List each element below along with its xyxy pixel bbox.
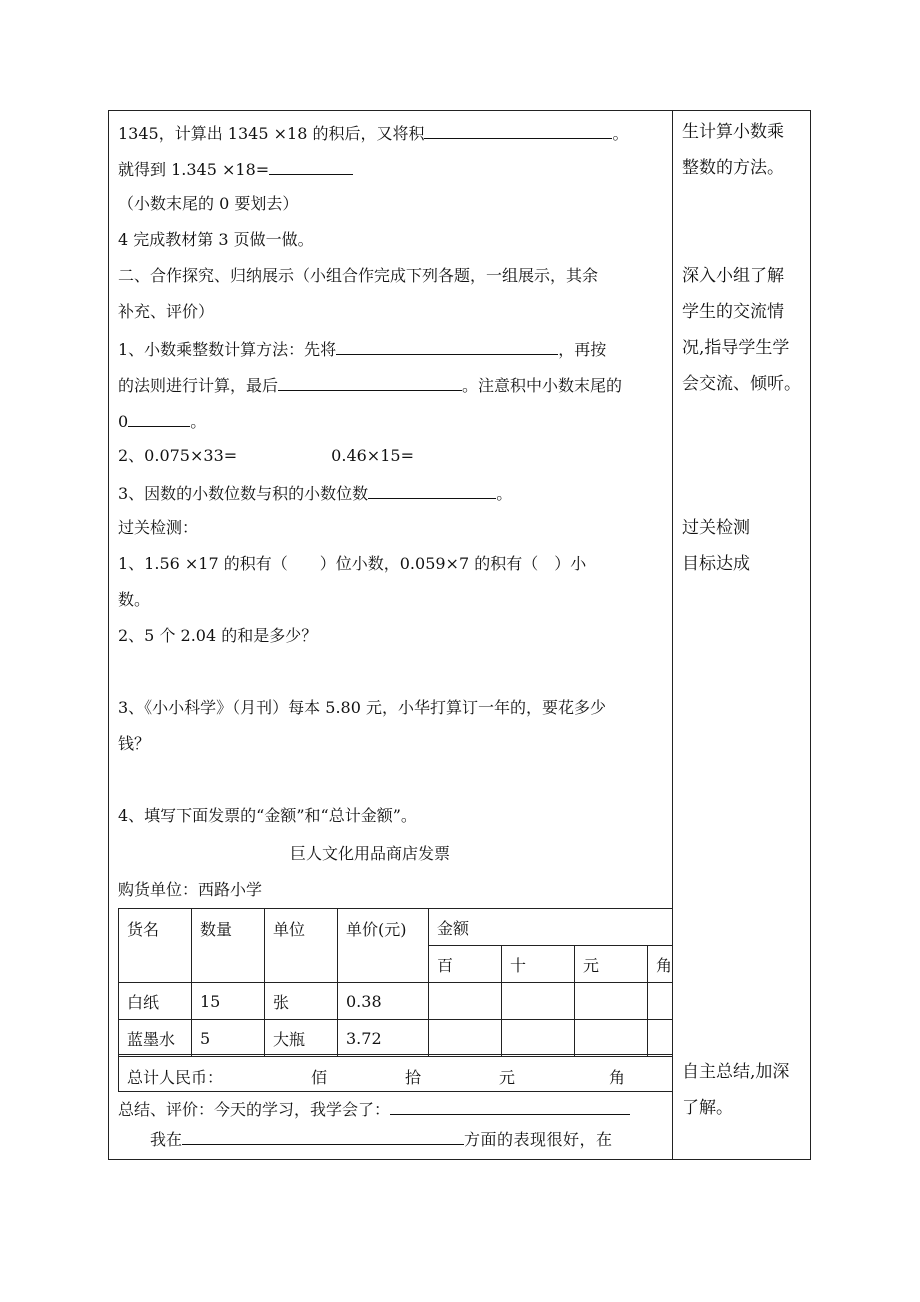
cell-amount-yuan[interactable] — [575, 1020, 648, 1057]
text-line-8: 的法则进行计算，最后 。注意积中小数末尾的 — [118, 376, 623, 395]
cell-amount-tens[interactable] — [502, 983, 575, 1020]
text-line-2: 就得到 1.345 ×18= — [118, 158, 353, 180]
cell-amount-tens[interactable] — [502, 1020, 575, 1057]
text-line-4: 4 完成教材第 3 页做一做。 — [118, 230, 314, 249]
subheader-jiao: 角 — [648, 946, 673, 983]
text-line-17: 钱？ — [118, 734, 151, 753]
answer-blank-3[interactable] — [336, 338, 558, 355]
answer-blank-2[interactable] — [269, 158, 353, 175]
text-line-14: 数。 — [118, 590, 151, 609]
answer-blank-4[interactable] — [278, 374, 462, 391]
total-label: 总计人民币： — [127, 1068, 224, 1087]
text-line-9: 0 。 — [118, 412, 207, 431]
answer-blank-reflection[interactable] — [182, 1128, 464, 1145]
right-note-4: 学生的交流情 — [682, 302, 784, 322]
section-heading-check: 过关检测： — [118, 518, 199, 537]
right-note-7: 过关检测 — [682, 518, 750, 538]
text-line-7: 1、小数乘整数计算方法：先将 ，再按 — [118, 340, 607, 359]
text-line-1: 1345，计算出 1345 ×18 的积后，又将积 。 — [118, 124, 629, 143]
answer-blank-1[interactable] — [424, 122, 612, 139]
text-line-18: 4、填写下面发票的“金额”和“总计金额”。 — [118, 806, 417, 825]
answer-blank-6[interactable] — [368, 482, 496, 499]
total-unit-tens: 拾 — [405, 1068, 422, 1087]
section-heading-cooperate: 二、合作探究、归纳展示（小组合作完成下列各题，一组展示，其余 — [118, 266, 599, 285]
header-price: 单价(元) — [338, 909, 429, 983]
subheader-hundreds: 百 — [429, 946, 502, 983]
invoice-table — [118, 908, 673, 1057]
cell-name: 蓝墨水 — [119, 1020, 192, 1057]
cell-name: 白纸 — [119, 983, 192, 1020]
table-row — [119, 983, 673, 1020]
cell-price: 0.38 — [338, 983, 429, 1020]
total-unit-hundreds: 佰 — [311, 1068, 328, 1087]
total-unit-jiao: 角 — [609, 1068, 626, 1087]
right-note-9: 自主总结,加深 — [682, 1062, 790, 1082]
text-line-6: 补充、评价） — [118, 302, 215, 321]
cell-price: 3.72 — [338, 1020, 429, 1057]
cell-unit: 大瓶 — [265, 1020, 338, 1057]
subheader-yuan: 元 — [575, 946, 648, 983]
right-note-3: 深入小组了解 — [682, 266, 784, 286]
cell-amount-jiao[interactable] — [648, 1020, 673, 1057]
header-unit: 单位 — [265, 909, 338, 983]
text-line-15: 2、5 个 2.04 的和是多少？ — [118, 626, 318, 645]
header-amount: 金额 — [429, 909, 673, 946]
right-note-6: 会交流、倾听。 — [682, 374, 801, 394]
reflection-line: 我在 方面的表现很好，在 — [150, 1130, 613, 1149]
invoice-title: 巨人文化用品商店发票 — [290, 844, 451, 863]
subheader-tens: 十 — [502, 946, 575, 983]
answer-blank-5[interactable] — [128, 410, 190, 427]
cell-amount-hundreds[interactable] — [429, 1020, 502, 1057]
cell-unit: 张 — [265, 983, 338, 1020]
cell-amount-jiao[interactable] — [648, 983, 673, 1020]
text-line-10: 2、0.075×33= 0.46×15= — [118, 446, 414, 465]
invoice-total-row — [118, 1054, 672, 1092]
answer-blank-summary[interactable] — [390, 1098, 630, 1115]
right-note-2: 整数的方法。 — [682, 158, 784, 178]
header-qty: 数量 — [192, 909, 265, 983]
text-line-11: 3、因数的小数位数与积的小数位数 。 — [118, 484, 513, 503]
summary-line: 总结、评价：今天的学习，我学会了： — [118, 1098, 630, 1120]
table-row — [119, 1020, 673, 1057]
text-line-13: 1、1.56 ×17 的积有（ ）位小数，0.059×7 的积有（ ）小 — [118, 554, 587, 573]
cell-amount-hundreds[interactable] — [429, 983, 502, 1020]
cell-qty: 15 — [192, 983, 265, 1020]
right-note-5: 况,指导学生学 — [682, 338, 790, 358]
right-note-8: 目标达成 — [682, 554, 750, 574]
text-line-16: 3、《小小科学》（月刊）每本 5.80 元，小华打算订一年的，要花多少 — [118, 698, 606, 717]
total-unit-yuan: 元 — [499, 1068, 516, 1087]
cell-amount-yuan[interactable] — [575, 983, 648, 1020]
buyer-line: 购货单位：西路小学 — [118, 880, 263, 899]
header-item: 货名 — [119, 909, 192, 983]
right-note-1: 生计算小数乘 — [682, 122, 784, 142]
text-line-3: （小数末尾的 0 要划去） — [118, 194, 299, 213]
right-note-10: 了解。 — [682, 1098, 733, 1118]
cell-qty: 5 — [192, 1020, 265, 1057]
